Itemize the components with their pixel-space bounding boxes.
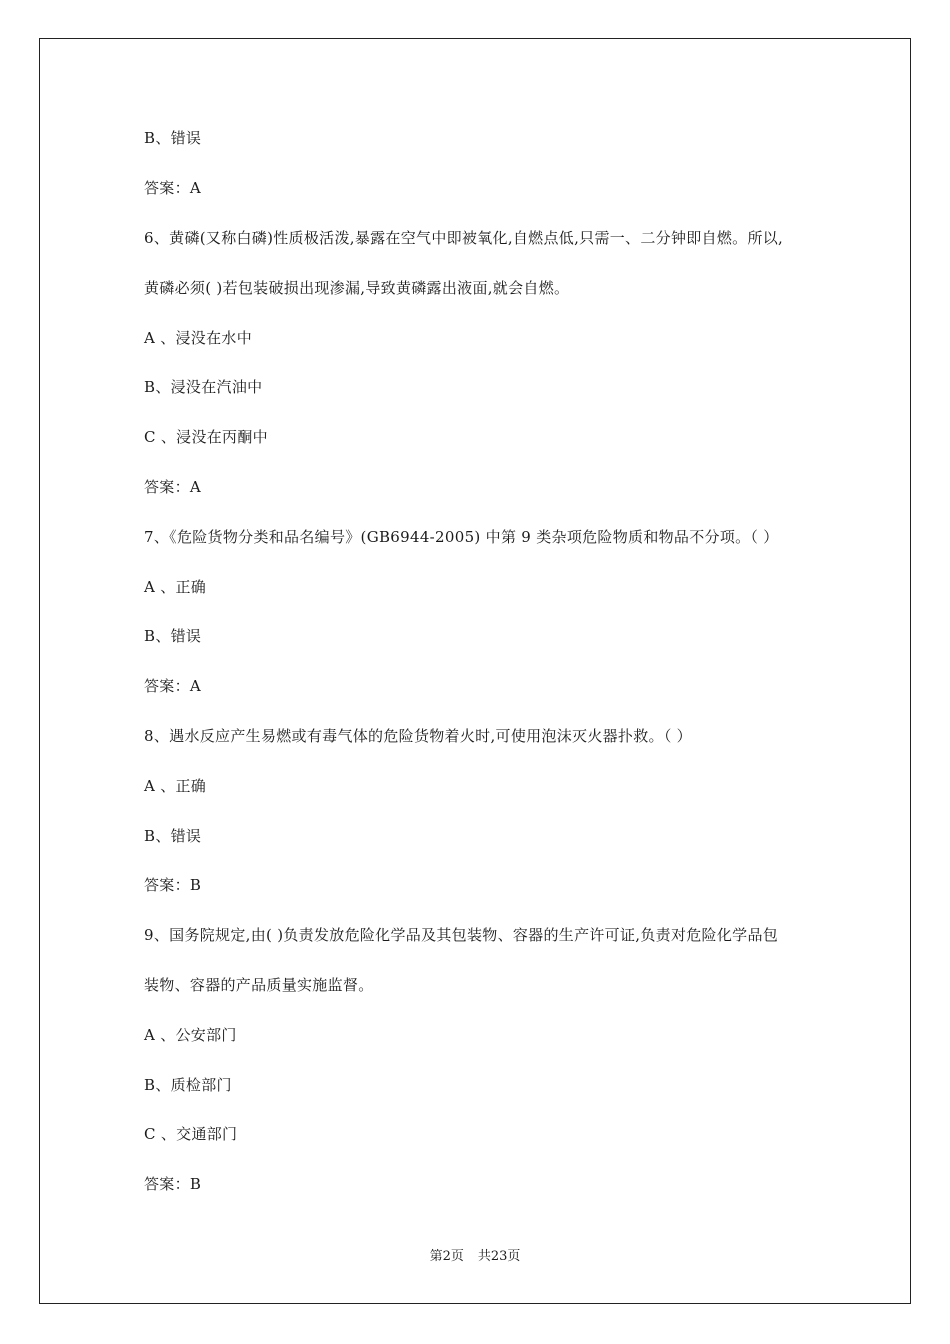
page-number: 第2页 (429, 1249, 464, 1264)
question-8: 8、遇水反应产生易燃或有毒气体的危险货物着火时,可使用泡沫灭火器扑救。（ ） (144, 727, 692, 745)
question-7: 7、《危险货物分类和品名编号》(GB6944-2005) 中第 9 类杂项危险物质和物品不分项。（ ） (144, 528, 779, 546)
question-6-cont: 黄磷必须( )若包装破损出现渗漏,导致黄磷露出液面,就会自燃。 (144, 279, 570, 297)
option-c: C 、浸没在丙酮中 (144, 428, 268, 446)
question-6: 6、黄磷(又称白磷)性质极活泼,暴露在空气中即被氧化,自燃点低,只需一、二分钟即自燃。所以, (144, 229, 784, 247)
option-a: A 、正确 (144, 777, 207, 795)
answer: 答案：A (144, 478, 202, 496)
option-b: B、错误 (144, 627, 202, 645)
page-footer (0, 1248, 950, 1266)
option-b: B、浸没在汽油中 (144, 378, 263, 396)
answer: 答案：B (144, 1175, 202, 1193)
page-total: 共23页 (477, 1249, 521, 1264)
option-a: A 、浸没在水中 (144, 329, 253, 347)
option-b: B、质检部门 (144, 1076, 232, 1094)
option-a: A 、正确 (144, 578, 207, 596)
option-a: A 、公安部门 (144, 1026, 237, 1044)
option-b: B、错误 (144, 827, 202, 845)
answer: 答案：B (144, 876, 202, 894)
option-c: C 、交通部门 (144, 1125, 238, 1143)
answer: 答案：A (144, 677, 202, 695)
question-9-cont: 装物、容器的产品质量实施监督。 (144, 976, 374, 994)
answer: 答案：A (144, 179, 202, 197)
option-b: B、错误 (144, 129, 202, 147)
question-9: 9、国务院规定,由( )负责发放危险化学品及其包装物、容器的生产许可证,负责对危险化学品包 (144, 926, 779, 944)
